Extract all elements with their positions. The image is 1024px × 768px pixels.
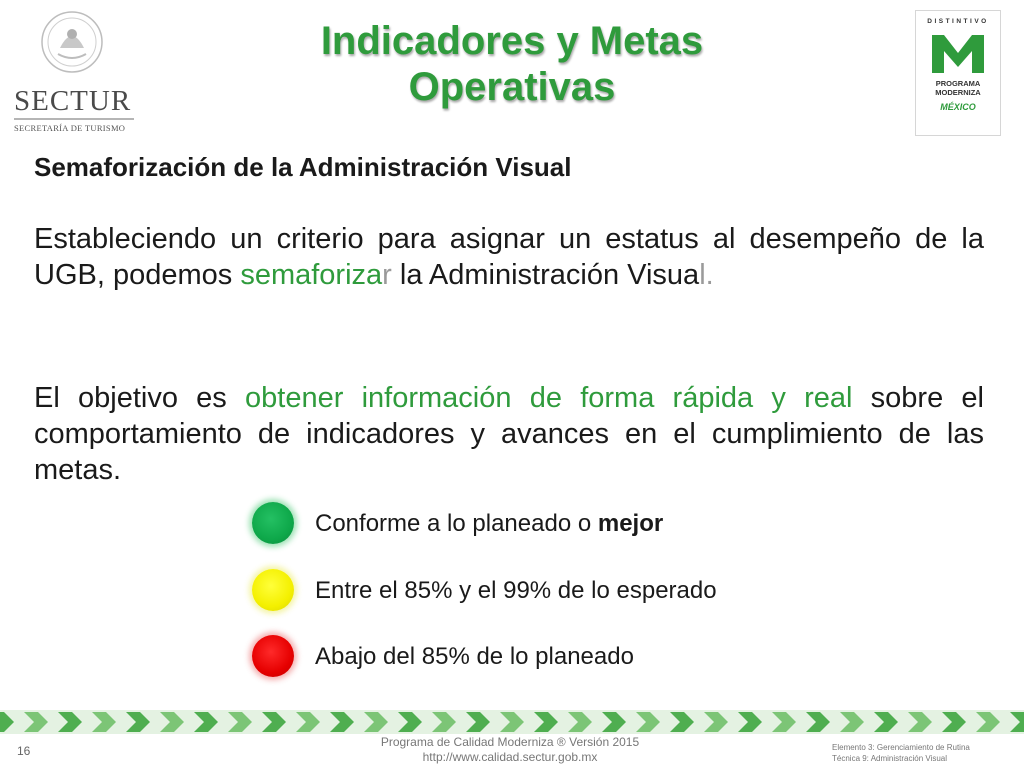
paragraph-objetivo xyxy=(34,380,984,488)
moderniza-m-icon xyxy=(930,31,986,75)
p1-text-e: l. xyxy=(699,259,714,291)
p1-text-a: Estableciendo un criterio para asignar un estatus al desempeño de la UGB, podemos xyxy=(34,223,984,291)
footer-program-version: Programa de Calidad Moderniza ® Versión 2015 xyxy=(380,735,640,749)
p2-text-a: El objetivo es xyxy=(34,382,246,414)
legend-label-red: Abajo del 85% de lo planeado xyxy=(315,643,634,670)
badge-program-line-1: PROGRAMA xyxy=(935,79,981,88)
legend-green-bold: mejor xyxy=(597,510,664,537)
footer-url-link[interactable]: http://www.calidad.sectur.gob.mx xyxy=(422,750,598,764)
footer-technique: Técnica 9: Administración Visual xyxy=(832,754,948,763)
legend-label-green xyxy=(315,510,663,538)
section-subtitle: Semaforización de la Administración Visual xyxy=(34,152,572,182)
sectur-logo-subtitle: SECRETARÍA DE TURISMO xyxy=(14,123,126,133)
footer-right xyxy=(832,742,970,764)
mexico-seal-logo xyxy=(38,10,106,74)
decorative-green-stripe xyxy=(0,710,1024,734)
page-title xyxy=(250,18,774,110)
badge-distintivo-label: DISTINTIVO xyxy=(927,18,989,25)
footer-element: Elemento 3: Gerenciamiento de Rutina xyxy=(832,743,970,752)
sectur-logo-divider xyxy=(14,118,134,120)
page-title-line-1: Indicadores y Metas xyxy=(320,19,704,63)
paragraph-criterio xyxy=(34,221,984,293)
red-light-icon xyxy=(252,635,294,677)
p2-text-c: sobre el comportamiento de indicadores y avances en el cumplimiento de las metas. xyxy=(34,382,984,486)
p1-text-r: r xyxy=(382,259,392,291)
p1-text-d: la Administración Visua xyxy=(391,259,700,291)
legend-green-text: Conforme a lo planeado o xyxy=(315,510,598,537)
page-number: 16 xyxy=(17,744,31,758)
page-title-line-2: Operativas xyxy=(408,65,616,109)
yellow-light-icon xyxy=(252,569,294,611)
footer-center xyxy=(320,735,700,765)
legend-label-yellow: Entre el 85% y el 99% de lo esperado xyxy=(315,577,717,604)
badge-program-text xyxy=(916,79,1000,97)
sectur-logo xyxy=(14,86,134,133)
badge-country: MÉXICO xyxy=(940,102,976,112)
green-light-icon xyxy=(252,502,294,544)
distintivo-moderniza-badge xyxy=(915,10,1001,136)
sectur-logo-word: SECTUR xyxy=(14,85,132,117)
p2-highlight: obtener información de forma rápida y real xyxy=(245,382,853,414)
p1-highlight-semaforizar: semaforiza xyxy=(240,259,383,291)
badge-program-line-2: MODERNIZA xyxy=(935,88,981,97)
